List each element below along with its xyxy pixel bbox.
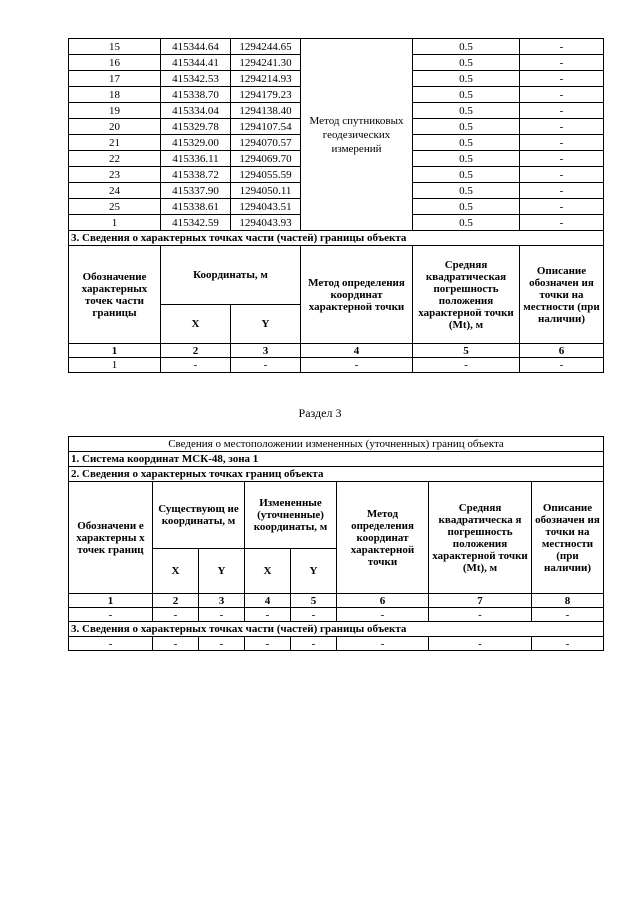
accuracy-value: 0.5 xyxy=(413,39,520,55)
accuracy-value: 0.5 xyxy=(413,87,520,103)
header-accuracy: Средняя квадратическа я погрешность положения характерной точки (Mt), м xyxy=(429,482,532,594)
table-cell: - xyxy=(429,608,532,622)
coord-x: 415342.59 xyxy=(161,215,231,231)
col-number: 6 xyxy=(520,344,604,358)
point-number: 24 xyxy=(69,183,161,199)
coord-x: 415338.61 xyxy=(161,199,231,215)
table-cell: - xyxy=(231,358,301,373)
coord-x: 415342.53 xyxy=(161,71,231,87)
accuracy-value: 0.5 xyxy=(413,199,520,215)
coord-x: 415344.41 xyxy=(161,55,231,71)
coord-y: 1294241.30 xyxy=(231,55,301,71)
accuracy-value: 0.5 xyxy=(413,167,520,183)
table-cell: - xyxy=(291,608,337,622)
header-designation: Обозначени е характерны х точек границ xyxy=(69,482,153,594)
header-coords: Координаты, м xyxy=(161,246,301,305)
header-description: Описание обозначен ия точки на местности (при наличии) xyxy=(532,482,604,594)
col-number: 3 xyxy=(199,594,245,608)
table-cell: - xyxy=(520,358,604,373)
accuracy-value: 0.5 xyxy=(413,135,520,151)
description-value: - xyxy=(520,183,604,199)
table-cell: - xyxy=(337,637,429,651)
header-designation: Обозначение характерных точек части границы xyxy=(69,246,161,344)
coord-y: 1294179.23 xyxy=(231,87,301,103)
col-number: 2 xyxy=(153,594,199,608)
description-value: - xyxy=(520,39,604,55)
point-number: 18 xyxy=(69,87,161,103)
points-table xyxy=(68,38,604,373)
description-value: - xyxy=(520,167,604,183)
table-cell: - xyxy=(153,608,199,622)
coord-y: 1294244.65 xyxy=(231,39,301,55)
coord-y: 1294050.11 xyxy=(231,183,301,199)
table-cell: - xyxy=(69,608,153,622)
accuracy-value: 0.5 xyxy=(413,215,520,231)
description-value: - xyxy=(520,199,604,215)
coord-y: 1294214.93 xyxy=(231,71,301,87)
header-changed-x: X xyxy=(245,549,291,594)
point-number: 16 xyxy=(69,55,161,71)
coord-x: 415329.00 xyxy=(161,135,231,151)
coord-y: 1294043.93 xyxy=(231,215,301,231)
coord-y: 1294138.40 xyxy=(231,103,301,119)
header-method: Метод определения координат характерной точки xyxy=(337,482,429,594)
table-cell: - xyxy=(161,358,231,373)
table-cell: - xyxy=(413,358,520,373)
accuracy-value: 0.5 xyxy=(413,151,520,167)
table-cell: - xyxy=(301,358,413,373)
description-value: - xyxy=(520,151,604,167)
table-cell: - xyxy=(245,608,291,622)
header-y: Y xyxy=(231,305,301,344)
coord-x: 415336.11 xyxy=(161,151,231,167)
header-description: Описание обозначен ия точки на местности (при наличии) xyxy=(520,246,604,344)
header-changed-y: Y xyxy=(291,549,337,594)
col-number: 3 xyxy=(231,344,301,358)
coord-x: 415344.64 xyxy=(161,39,231,55)
point-number: 21 xyxy=(69,135,161,151)
table-cell: - xyxy=(245,637,291,651)
table-cell: - xyxy=(199,637,245,651)
col-number: 7 xyxy=(429,594,532,608)
table-cell: - xyxy=(532,637,604,651)
header-x: X xyxy=(161,305,231,344)
coord-x: 415337.90 xyxy=(161,183,231,199)
coord-x: 415334.04 xyxy=(161,103,231,119)
coord-y: 1294055.59 xyxy=(231,167,301,183)
table-cell: - xyxy=(153,637,199,651)
point-number: 22 xyxy=(69,151,161,167)
col-number: 6 xyxy=(337,594,429,608)
point-number: 25 xyxy=(69,199,161,215)
col-number: 4 xyxy=(301,344,413,358)
part-points-title: 3. Сведения о характерных точках части (частей) границы объекта xyxy=(69,231,604,246)
point-number: 20 xyxy=(69,119,161,135)
col-number: 1 xyxy=(69,594,153,608)
table-cell: 1 xyxy=(69,358,161,373)
col-number: 5 xyxy=(291,594,337,608)
table-cell: - xyxy=(199,608,245,622)
section3-table xyxy=(68,436,604,651)
coord-system-label: 1. Система координат МСК-48, зона 1 xyxy=(69,452,604,467)
header-existing-x: X xyxy=(153,549,199,594)
col-number: 8 xyxy=(532,594,604,608)
description-value: - xyxy=(520,119,604,135)
col-number: 5 xyxy=(413,344,520,358)
header-existing-y: Y xyxy=(199,549,245,594)
accuracy-value: 0.5 xyxy=(413,55,520,71)
accuracy-value: 0.5 xyxy=(413,183,520,199)
points-table-body xyxy=(69,39,604,373)
description-value: - xyxy=(520,71,604,87)
col-number: 4 xyxy=(245,594,291,608)
table-cell: - xyxy=(337,608,429,622)
table-row xyxy=(69,39,604,55)
header-changed-coords: Измененные (уточненные) координаты, м xyxy=(245,482,337,549)
point-number: 23 xyxy=(69,167,161,183)
col-number: 2 xyxy=(161,344,231,358)
points-section-title: 2. Сведения о характерных точках границ объекта xyxy=(69,467,604,482)
accuracy-value: 0.5 xyxy=(413,103,520,119)
method-cell: Метод спутниковых геодезических измерений xyxy=(301,39,413,231)
point-number: 19 xyxy=(69,103,161,119)
coord-x: 415338.72 xyxy=(161,167,231,183)
accuracy-value: 0.5 xyxy=(413,71,520,87)
section-title: Раздел 3 xyxy=(298,406,342,420)
table-cell: - xyxy=(429,637,532,651)
table-cell: - xyxy=(532,608,604,622)
accuracy-value: 0.5 xyxy=(413,119,520,135)
coord-y: 1294043.51 xyxy=(231,199,301,215)
description-value: - xyxy=(520,103,604,119)
coord-y: 1294069.70 xyxy=(231,151,301,167)
coord-x: 415338.70 xyxy=(161,87,231,103)
coord-x: 415329.78 xyxy=(161,119,231,135)
coord-y: 1294107.54 xyxy=(231,119,301,135)
description-value: - xyxy=(520,215,604,231)
header-method: Метод определения координат характерной точки xyxy=(301,246,413,344)
header-accuracy: Средняя квадратическая погрешность положения характерной точки (Mt), м xyxy=(413,246,520,344)
point-number: 17 xyxy=(69,71,161,87)
header-existing-coords: Существующ ие координаты, м xyxy=(153,482,245,549)
table-cell: - xyxy=(69,637,153,651)
part-points-title: 3. Сведения о характерных точках части (частей) границы объекта xyxy=(69,622,604,637)
table-cell: - xyxy=(291,637,337,651)
description-value: - xyxy=(520,87,604,103)
point-number: 15 xyxy=(69,39,161,55)
description-value: - xyxy=(520,55,604,71)
description-value: - xyxy=(520,135,604,151)
coord-y: 1294070.57 xyxy=(231,135,301,151)
point-number: 1 xyxy=(69,215,161,231)
col-number: 1 xyxy=(69,344,161,358)
section3-title: Сведения о местоположении измененных (уточненных) границ объекта xyxy=(69,437,604,452)
